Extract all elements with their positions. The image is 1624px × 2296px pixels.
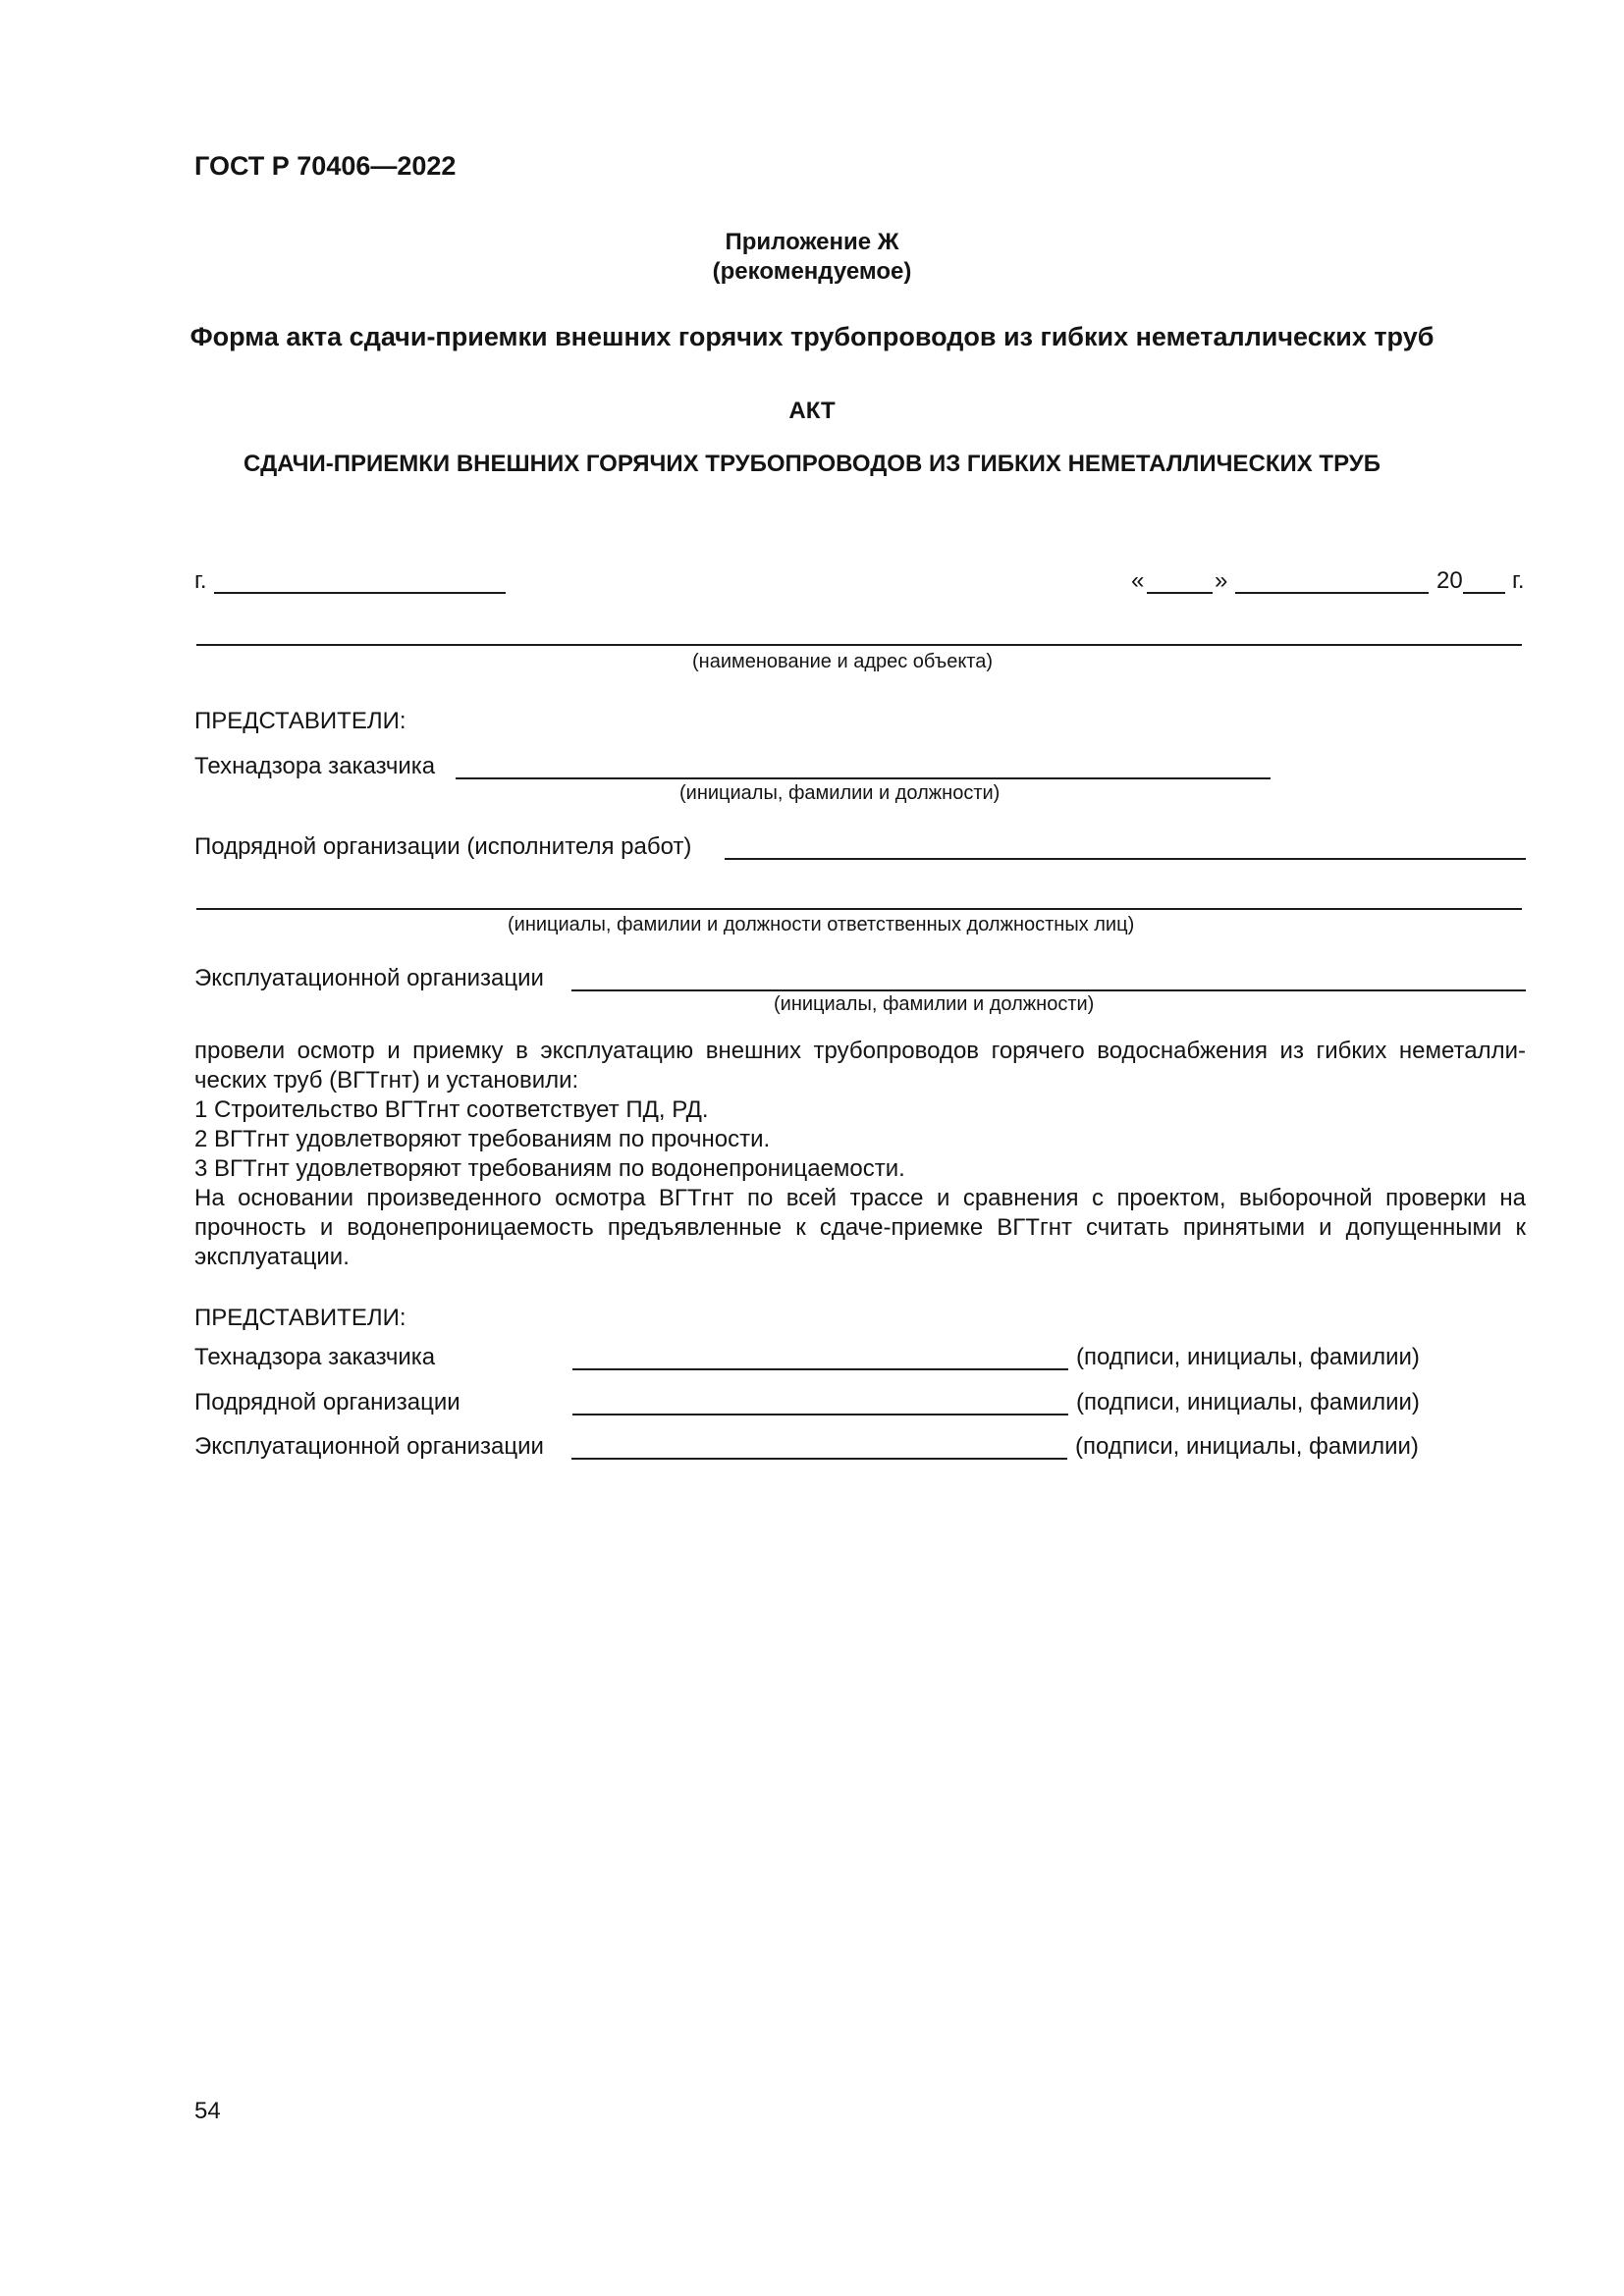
customer-field[interactable] (456, 777, 1271, 779)
customer-caption: (инициалы, фамилии и должности) (679, 782, 1001, 804)
signature-label-customer: Технадзора заказчика (194, 1344, 436, 1370)
contractor-caption: (инициалы, фамилии и должности ответственных должностных лиц) (508, 914, 1135, 935)
object-caption: (наименование и адрес объекта) (692, 651, 994, 672)
standard-code: ГОСТ Р 70406—2022 (194, 151, 457, 181)
appendix-title: Приложение Ж (725, 229, 899, 255)
signature-label-contractor: Подрядной организации (194, 1389, 460, 1415)
year-field[interactable] (1463, 592, 1505, 594)
conclusion-line-3: эксплуатации. (194, 1244, 350, 1270)
act-title: АКТ (788, 398, 836, 424)
conclusion-line-2: прочность и водонепроницаемость предъявленные к сдаче-приемке ВГТгнт считать принятыми и допущенными к (194, 1214, 1526, 1241)
appendix-status: (рекомендуемое) (712, 258, 912, 285)
representatives-heading: ПРЕДСТАВИТЕЛИ: (194, 708, 406, 734)
act-body-text (194, 1037, 1526, 1272)
city-field[interactable] (214, 592, 506, 594)
body-line-2: ческих труб (ВГТгнт) и установили: (194, 1067, 579, 1094)
body-line-1: провели осмотр и приемку в эксплуатацию внешних трубопроводов горячего водоснабжения из гибких неметалли- (194, 1038, 1526, 1064)
act-subtitle: СДАЧИ-ПРИЕМКИ ВНЕШНИХ ГОРЯЧИХ ТРУБОПРОВОДОВ ИЗ ГИБКИХ НЕМЕТАЛЛИЧЕСКИХ ТРУБ (244, 451, 1380, 477)
contractor-label: Подрядной организации (исполнителя работ) (194, 833, 692, 860)
city-prefix: г. (194, 567, 207, 594)
day-field[interactable] (1147, 592, 1213, 594)
finding-item-3: 3 ВГТгнт удовлетворяют требованиям по водонепроницаемости. (194, 1155, 905, 1182)
page-number: 54 (194, 2098, 221, 2124)
month-field[interactable] (1235, 592, 1429, 594)
signature-label-operator: Эксплуатационной организации (194, 1433, 544, 1460)
signature-field-operator[interactable] (571, 1458, 1067, 1460)
signatures-heading: ПРЕДСТАВИТЕЛИ: (194, 1305, 406, 1331)
contractor-field-2[interactable] (196, 908, 1522, 910)
form-title: Форма акта сдачи-приемки внешних горячих трубопроводов из гибких неметаллических труб (189, 322, 1435, 351)
conclusion-line-1: На основании произведенного осмотра ВГТгнт по всей трассе и сравнения с проектом, выборочной проверки на (194, 1185, 1526, 1211)
date-quote-close: » (1215, 567, 1228, 594)
finding-item-2: 2 ВГТгнт удовлетворяют требованиям по прочности. (194, 1126, 771, 1152)
operator-field[interactable] (571, 989, 1526, 991)
object-field[interactable] (196, 644, 1522, 646)
year-prefix: 20 (1436, 567, 1463, 594)
year-suffix: г. (1512, 567, 1525, 594)
customer-label: Технадзора заказчика (194, 753, 436, 779)
contractor-field[interactable] (725, 858, 1526, 860)
signature-caption-operator: (подписи, инициалы, фамилии) (1075, 1433, 1419, 1460)
signature-field-customer[interactable] (572, 1368, 1068, 1370)
signature-caption-contractor: (подписи, инициалы, фамилии) (1076, 1389, 1420, 1415)
finding-item-1: 1 Строительство ВГТгнт соответствует ПД, РД. (194, 1096, 709, 1123)
operator-label: Эксплуатационной организации (194, 965, 544, 991)
operator-caption: (инициалы, фамилии и должности) (774, 993, 1095, 1015)
signature-caption-customer: (подписи, инициалы, фамилии) (1076, 1344, 1420, 1370)
signature-field-contractor[interactable] (572, 1414, 1068, 1415)
date-quote-open: « (1131, 567, 1145, 594)
